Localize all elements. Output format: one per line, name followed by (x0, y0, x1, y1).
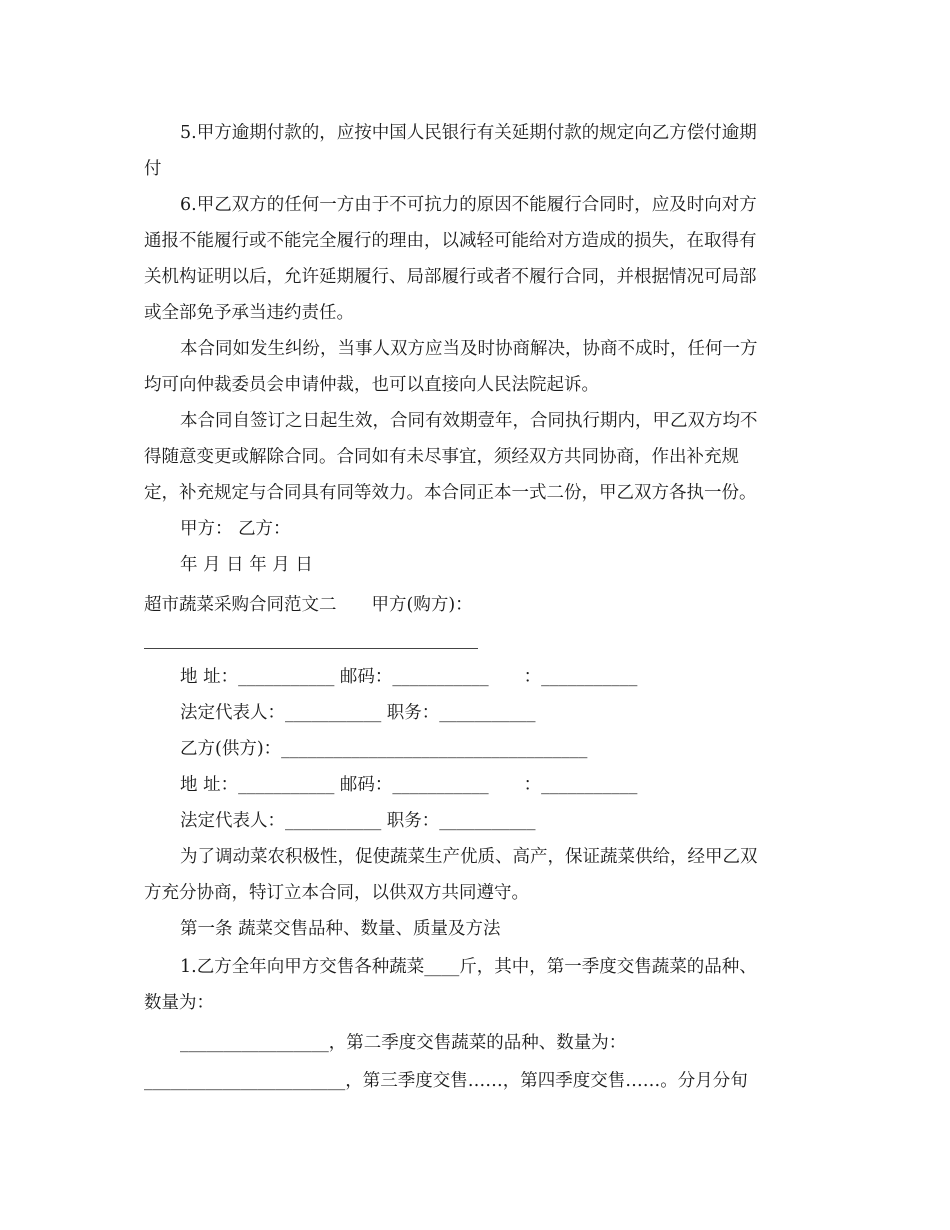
paragraph-line: 定，补充规定与合同具有同等效力。本合同正本一式二份，甲乙双方各执一份。 (144, 483, 757, 503)
paragraph-line: 本合同自签订之日起生效，合同有效期壹年，合同执行期内，甲乙双方均不 (180, 411, 758, 431)
paragraph-line: 5.甲方逾期付款的，应按中国人民银行有关延期付款的规定向乙方偿付逾期 (180, 123, 757, 143)
signature-date-line: 年 月 日 年 月 日 (180, 555, 313, 575)
party-b-name-line: 乙方(供方)：___________________________________ (180, 739, 588, 759)
party-a-address-line: 地 址：___________ 邮码：___________ ：___________ (180, 667, 638, 687)
paragraph-line: 付 (144, 159, 162, 179)
paragraph-line: _________________，第二季度交售蔬菜的品种、数量为： (180, 1033, 627, 1053)
article-heading-line: 第一条 蔬菜交售品种、数量、质量及方法 (180, 919, 501, 939)
paragraph-line: 1.乙方全年向甲方交售各种蔬菜____斤，其中，第一季度交售蔬菜的品种、 (180, 957, 757, 977)
paragraph-line: 本合同如发生纠纷，当事人双方应当及时协商解决，协商不成时，任何一方 (180, 339, 758, 359)
paragraph-line: 6.甲乙双方的任何一方由于不可抗力的原因不能履行合同时，应及时向对方 (180, 195, 757, 215)
paragraph-line: 关机构证明以后，允许延期履行、局部履行或者不履行合同，并根据情况可局部 (144, 267, 757, 287)
paragraph-line: _______________________，第三季度交售……，第四季度交售……。分月分旬 (144, 1071, 748, 1091)
party-a-representative-line: 法定代表人：___________ 职务：___________ (180, 703, 536, 723)
paragraph-line: 为了调动菜农积极性，促使蔬菜生产优质、高产，保证蔬菜供给，经甲乙双 (180, 847, 758, 867)
party-b-address-line: 地 址：___________ 邮码：___________ ：___________ (180, 775, 638, 795)
party-b-representative-line: 法定代表人：___________ 职务：___________ (180, 811, 536, 831)
paragraph-line: 得随意变更或解除合同。合同如有未尽事宜，须经双方共同协商，作出补充规 (144, 447, 739, 467)
signature-parties-line: 甲方： 乙方： (180, 519, 291, 539)
section-title-line: 超市蔬菜采购合同范文二 甲方(购方)： (144, 595, 473, 615)
paragraph-line: 方充分协商，特订立本合同，以供双方共同遵守。 (144, 883, 529, 903)
paragraph-line: 或全部免予承当违约责任。 (144, 303, 354, 323)
paragraph-line: 通报不能履行或不能完全履行的理由，以减轻可能给对方造成的损失，在取得有 (144, 231, 757, 251)
paragraph-line: 数量为： (144, 993, 214, 1013)
paragraph-line: 均可向仲裁委员会申请仲裁，也可以直接向人民法院起诉。 (144, 375, 599, 395)
party-a-name-underline (144, 648, 478, 649)
